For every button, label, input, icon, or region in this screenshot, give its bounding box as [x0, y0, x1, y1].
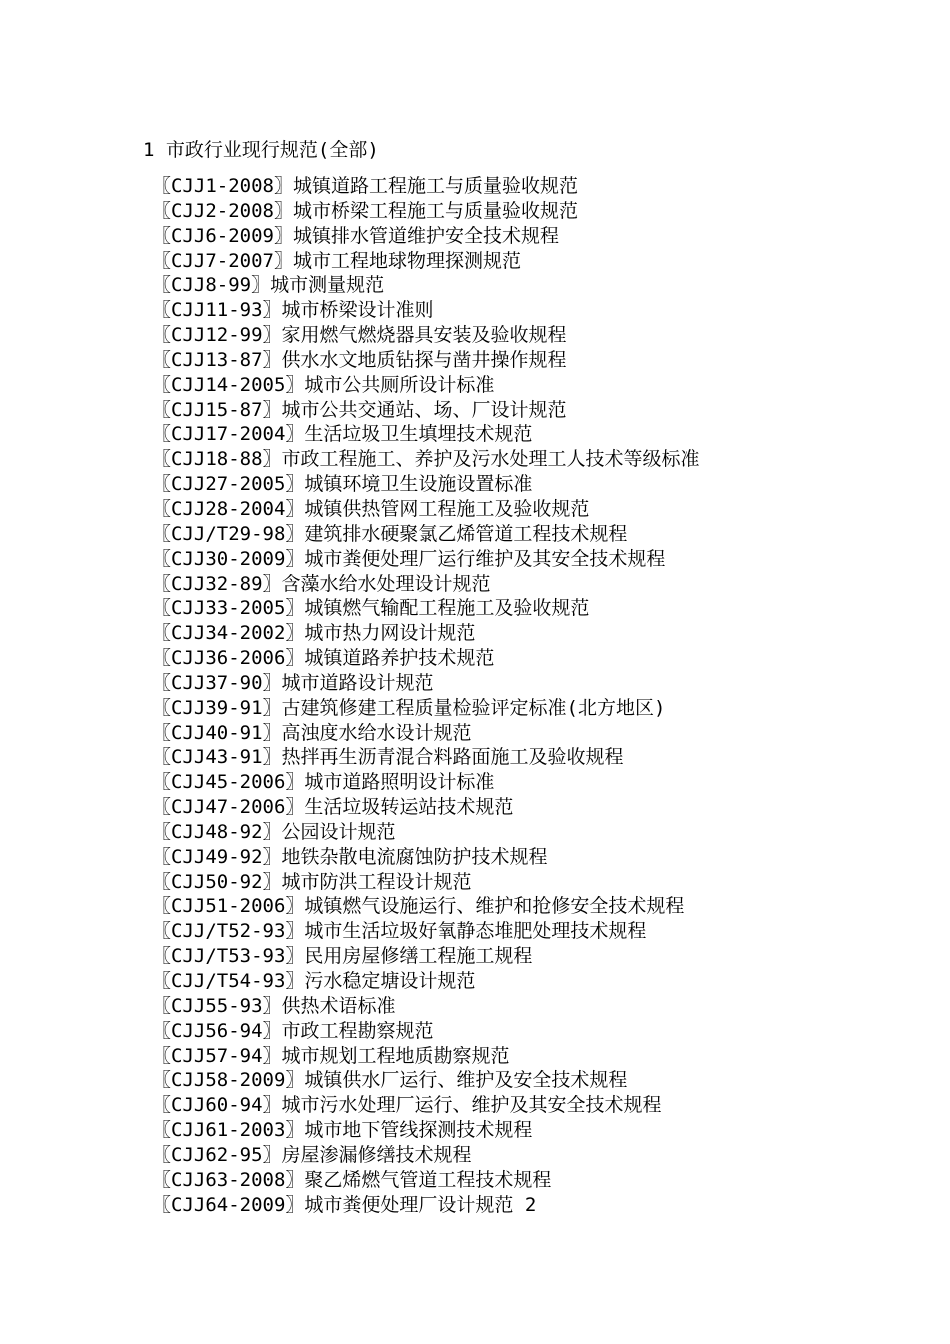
standard-list-item: 〖CJJ56-94〗市政工程勘察规范 [152, 1019, 434, 1042]
standard-list-item: 〖CJJ/T54-93〗污水稳定塘设计规范 [152, 970, 476, 992]
standard-list-item: 〖CJJ17-2004〗生活垃圾卫生填埋技术规范 [152, 423, 533, 446]
standard-list-item: 〖CJJ40-91〗高浊度水给水设计规范 [152, 721, 472, 744]
standard-list-item: 〖CJJ30-2009〗城市粪便处理厂运行维护及其安全技术规程 [152, 547, 666, 570]
standard-list-item: 〖CJJ49-92〗地铁杂散电流腐蚀防护技术规程 [152, 845, 548, 868]
standard-list-item: 〖CJJ32-89〗含藻水给水处理设计规范 [152, 572, 491, 595]
standard-list-item: 〖CJJ57-94〗城市规划工程地质勘察规范 [152, 1044, 510, 1067]
standard-list-item: 〖CJJ43-91〗热拌再生沥青混合料路面施工及验收规程 [152, 746, 624, 769]
standard-list-item: 〖CJJ18-88〗市政工程施工、养护及污水处理工人技术等级标准 [152, 448, 700, 471]
standard-list-item: 〖CJJ48-92〗公园设计规范 [152, 820, 396, 843]
standard-list-item: 〖CJJ50-92〗城市防洪工程设计规范 [152, 870, 472, 893]
standard-list-item: 〖CJJ45-2006〗城市道路照明设计标准 [152, 771, 495, 794]
standard-list-item: 〖CJJ8-99〗城市测量规范 [152, 274, 385, 297]
standard-list-item: 〖CJJ39-91〗古建筑修建工程质量检验评定标准(北方地区) [152, 696, 666, 719]
standard-list-item: 〖CJJ15-87〗城市公共交通站、场、厂设计规范 [152, 398, 567, 421]
standard-list-item: 〖CJJ51-2006〗城镇燃气设施运行、维护和抢修安全技术规程 [152, 895, 685, 918]
section-heading: 1 市政行业现行规范(全部) [143, 139, 379, 161]
standard-list-item: 〖CJJ60-94〗城市污水处理厂运行、维护及其安全技术规程 [152, 1094, 662, 1117]
standard-list-item: 〖CJJ37-90〗城市道路设计规范 [152, 671, 434, 694]
standard-list-item: 〖CJJ63-2008〗聚乙烯燃气管道工程技术规程 [152, 1168, 552, 1191]
standard-list-item: 〖CJJ7-2007〗城市工程地球物理探测规范 [152, 249, 521, 272]
standard-list-item: 〖CJJ/T53-93〗民用房屋修缮工程施工规程 [152, 945, 533, 968]
standard-list-item: 〖CJJ62-95〗房屋渗漏修缮技术规程 [152, 1143, 472, 1166]
standard-list-item: 〖CJJ55-93〗供热术语标准 [152, 994, 396, 1017]
standard-list-item: 〖CJJ13-87〗供水水文地质钻探与凿井操作规程 [152, 348, 567, 371]
standard-list-item: 〖CJJ/T29-98〗建筑排水硬聚氯乙烯管道工程技术规程 [152, 522, 628, 545]
standard-list-item: 〖CJJ11-93〗城市桥梁设计准则 [152, 299, 434, 322]
standard-list-item: 〖CJJ14-2005〗城市公共厕所设计标准 [152, 373, 495, 396]
standard-list-item: 〖CJJ/T52-93〗城市生活垃圾好氧静态堆肥处理技术规程 [152, 920, 647, 943]
standard-list-item: 〖CJJ47-2006〗生活垃圾转运站技术规范 [152, 796, 514, 819]
standard-list-item: 〖CJJ36-2006〗城镇道路养护技术规范 [152, 647, 495, 670]
standard-list-item: 〖CJJ27-2005〗城镇环境卫生设施设置标准 [152, 473, 533, 496]
standard-list-item: 〖CJJ6-2009〗城镇排水管道维护安全技术规程 [152, 224, 559, 247]
standard-list-item: 〖CJJ64-2009〗城市粪便处理厂设计规范 2 [152, 1193, 537, 1216]
standard-list-item: 〖CJJ12-99〗家用燃气燃烧器具安装及验收规程 [152, 324, 567, 347]
standard-list-item: 〖CJJ2-2008〗城市桥梁工程施工与质量验收规范 [152, 199, 578, 222]
standard-list-item: 〖CJJ28-2004〗城镇供热管网工程施工及验收规范 [152, 497, 590, 520]
standard-list-item: 〖CJJ34-2002〗城市热力网设计规范 [152, 622, 476, 645]
standard-list-item: 〖CJJ33-2005〗城镇燃气输配工程施工及验收规范 [152, 597, 590, 620]
standard-list-item: 〖CJJ1-2008〗城镇道路工程施工与质量验收规范 [152, 175, 578, 197]
standard-list-item: 〖CJJ58-2009〗城镇供水厂运行、维护及安全技术规程 [152, 1069, 628, 1092]
standards-list [152, 174, 700, 1217]
standard-list-item: 〖CJJ61-2003〗城市地下管线探测技术规程 [152, 1119, 533, 1142]
